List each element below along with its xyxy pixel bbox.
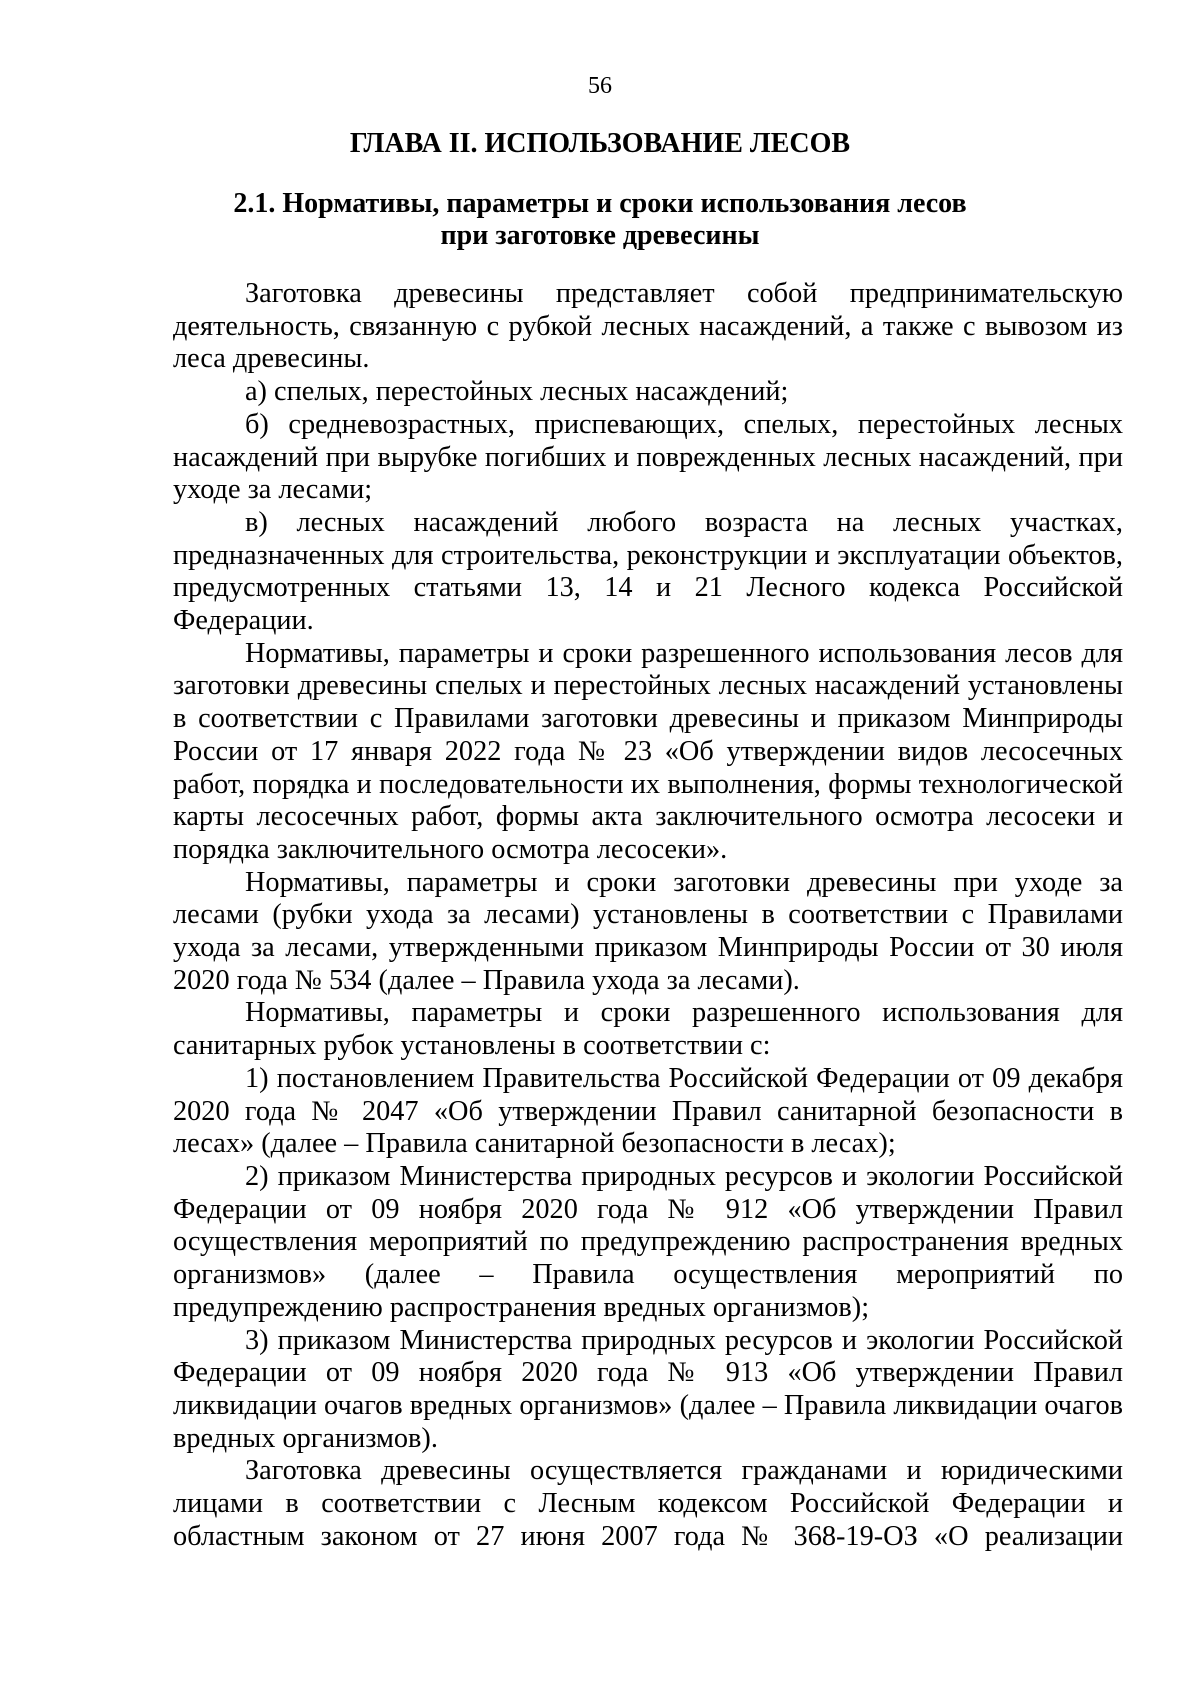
list-item: а) спелых, перестойных лесных насаждений;: [245, 376, 789, 408]
section-title-line: 2.1. Нормативы, параметры и сроки использования лесов: [233, 188, 967, 219]
list-item: б) средневозрастных, приспевающих, спелых, перестойных лесных насаждений при вырубке погибших и поврежденных лесных насаждений, при уходе за лесами;: [173, 408, 1123, 506]
page-number: 56: [588, 73, 612, 99]
list-item: 3) приказом Министерства природных ресурсов и экологии Российской Федерации от 09 ноября 2020 года № 913 «Об утверждении Правил ликвидации очагов вредных организмов» (далее – Правила ликвидации очагов вредных организмов).: [173, 1324, 1123, 1454]
list-item: 1) постановлением Правительства Российской Федерации от 09 декабря 2020 года № 2047 «Об утверждении Правил санитарной безопасности в лесах» (далее – Правила санитарной безопасности в лесах);: [173, 1062, 1123, 1160]
list-item: в) лесных насаждений любого возраста на лесных участках, предназначенных для строительства, реконструкции и эксплуатации объектов, предусмотренных статьями 13, 14 и 21 Лесного кодекса Российской Федерации.: [173, 506, 1123, 637]
document-body: [173, 278, 1123, 1553]
section-title: [0, 188, 1200, 252]
list-item: 2) приказом Министерства природных ресурсов и экологии Российской Федерации от 09 ноября 2020 года № 912 «Об утверждении Правил осуществления мероприятий по предупреждению распространения вредных организмов» (далее – Правила осуществления мероприятий по предупреждению распространения вредных организмов);: [173, 1160, 1123, 1323]
paragraph: Нормативы, параметры и сроки разрешенного использования для санитарных рубок установлены в соответствии с:: [173, 997, 1123, 1062]
paragraph: Заготовка древесины представляет собой предпринимательскую деятельность, связанную с рубкой лесных насаждений, а также с вывозом из леса древесины.: [173, 278, 1123, 375]
chapter-title: ГЛАВА II. ИСПОЛЬЗОВАНИЕ ЛЕСОВ: [349, 128, 851, 159]
paragraph: Заготовка древесины осуществляется гражданами и юридическими лицами в соответствии с Лесным кодексом Российской Федерации и областным законом от 27 июня 2007 года № 368-19-ОЗ «О реализации: [173, 1455, 1123, 1552]
paragraph: Нормативы, параметры и сроки разрешенного использования лесов для заготовки древесины спелых и перестойных лесных насаждений установлены в соответствии с Правилами заготовки древесины и приказом Минприроды России от 17 января 2022 года № 23 «Об утверждении видов лесосечных работ, порядка и последовательности их выполнения, формы технологической карты лесосечных работ, формы акта заключительного осмотра лесосеки и порядка заключительного осмотра лесосеки».: [173, 637, 1123, 865]
paragraph: Нормативы, параметры и сроки заготовки древесины при уходе за лесами (рубки ухода за лесами) установлены в соответствии с Правилами ухода за лесами, утвержденными приказом Минприроды России от 30 июля 2020 года № 534 (далее – Правила ухода за лесами).: [173, 866, 1123, 996]
section-title-line: при заготовке древесины: [440, 220, 760, 251]
